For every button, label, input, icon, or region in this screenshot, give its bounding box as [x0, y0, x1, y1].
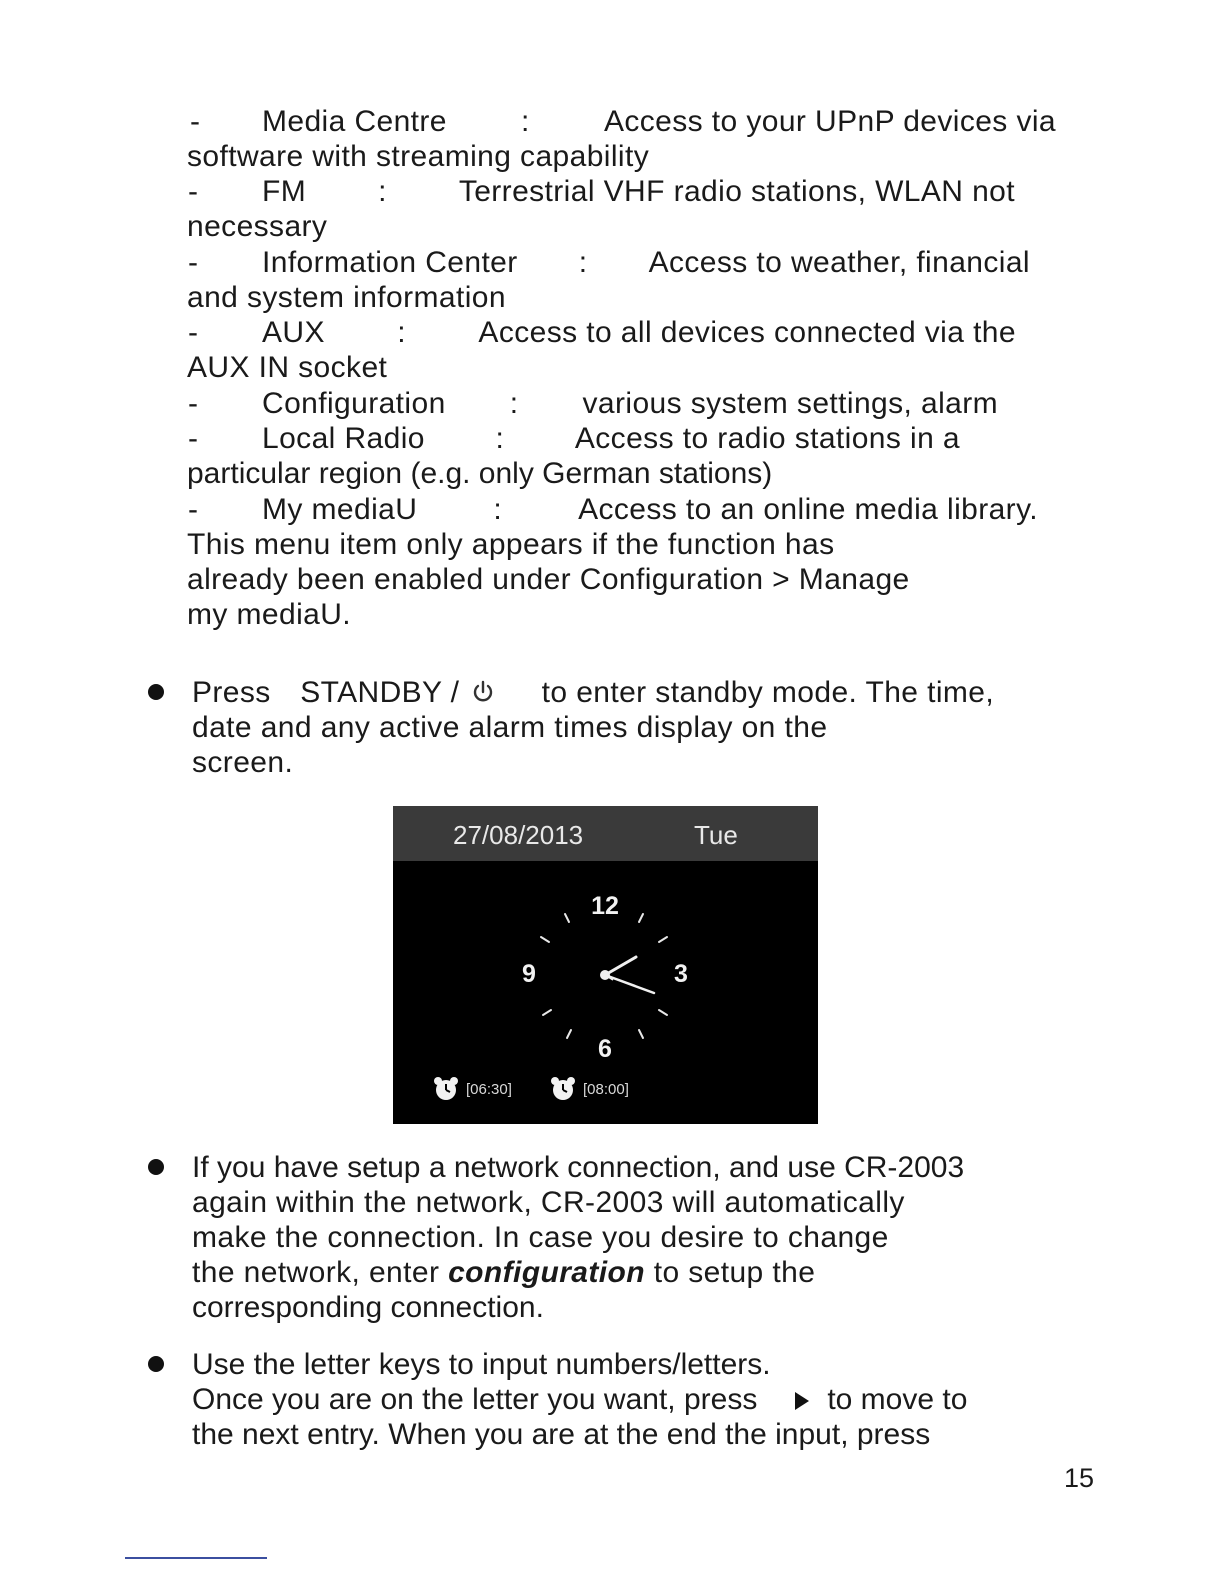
- list-dash: -: [188, 175, 198, 208]
- alarm-2: [550, 1076, 629, 1102]
- menu-item-name: Media Centre: [262, 105, 447, 138]
- menu-item-text: Access to your UPnP devices via: [603, 105, 1056, 138]
- menu-item-my-mediau: [262, 492, 1038, 527]
- menu-item-text: Access to radio stations in a: [574, 422, 960, 455]
- menu-item-cont: particular region (e.g. only German stations): [187, 457, 773, 490]
- bullet-icon: [148, 1159, 164, 1175]
- screen-date: 27/08/2013: [453, 820, 584, 850]
- letters-line-2-post: to move to: [827, 1383, 968, 1416]
- clock-hour-hand: [605, 957, 636, 975]
- letters-line-1: Use the letter keys to input numbers/letters.: [192, 1348, 771, 1381]
- menu-item-cont: This menu item only appears if the function has: [187, 528, 835, 561]
- list-dash: -: [188, 316, 198, 349]
- alarm-1: [433, 1076, 512, 1102]
- configuration-emphasis: configuration: [448, 1256, 645, 1289]
- right-arrow-icon: [795, 1392, 809, 1410]
- list-dash: -: [188, 246, 198, 279]
- list-dash: -: [188, 422, 198, 455]
- separator: :: [509, 387, 519, 420]
- alarm-time: [06:30]: [466, 1080, 512, 1098]
- menu-item-media-centre: [262, 104, 1056, 139]
- menu-item-text: Access to an online media library.: [578, 493, 1038, 526]
- screen-day: Tue: [694, 820, 738, 850]
- network-line-4: [192, 1255, 815, 1290]
- menu-item-cont: AUX IN socket: [187, 351, 388, 384]
- menu-item-configuration: [262, 386, 998, 421]
- press-word: Press: [192, 676, 271, 709]
- separator: :: [493, 493, 503, 526]
- alarm-time: [08:00]: [583, 1080, 629, 1098]
- separator: :: [578, 246, 588, 279]
- menu-item-cont: and system information: [187, 281, 506, 314]
- list-dash: -: [188, 493, 198, 526]
- standby-line-3: screen.: [192, 746, 294, 779]
- separator: :: [397, 316, 407, 349]
- menu-item-cont: necessary: [187, 210, 328, 243]
- network-line-3: make the connection. In case you desire to change: [192, 1221, 889, 1254]
- letters-line-2: [192, 1382, 967, 1417]
- standby-line-1: [192, 675, 994, 710]
- bullet-icon: [148, 684, 164, 700]
- menu-item-information-center: [262, 245, 1030, 280]
- menu-item-aux: [262, 315, 1016, 350]
- network-line-4-post: to setup the: [653, 1256, 816, 1289]
- menu-item-name: Information Center: [262, 246, 518, 279]
- menu-item-text: various system settings, alarm: [582, 387, 998, 420]
- menu-item-name: My mediaU: [262, 493, 418, 526]
- alarm-clock-icon: [433, 1076, 459, 1102]
- separator: :: [378, 175, 387, 208]
- clock-minute-hand: [605, 975, 654, 993]
- menu-item-fm: [262, 174, 1015, 209]
- list-dash: -: [188, 387, 198, 420]
- network-line-4-pre: the network, enter: [192, 1256, 440, 1289]
- bullet-icon: [148, 1356, 164, 1372]
- network-line-2-text: again within the network, CR-2003 will automatically: [192, 1186, 905, 1219]
- standby-text: to enter standby mode. The time,: [541, 676, 995, 709]
- power-icon: [470, 679, 496, 705]
- letters-line-3: the next entry. When you are at the end the input, press: [192, 1418, 931, 1451]
- standby-clock-screen: [393, 806, 818, 1124]
- list-dash: -: [190, 105, 200, 138]
- separator: :: [521, 105, 530, 138]
- menu-item-name: AUX: [262, 316, 325, 349]
- letters-line-2-pre: Once you are on the letter you want, press: [192, 1383, 758, 1416]
- standby-button-label: STANDBY /: [300, 676, 460, 709]
- menu-item-text: Terrestrial VHF radio stations, WLAN not: [458, 175, 1015, 208]
- clock-numeral-12: 12: [591, 892, 619, 920]
- network-line-2: [192, 1185, 1024, 1220]
- network-line-1: If you have setup a network connection, and use CR-2003: [192, 1151, 965, 1184]
- menu-item-name: Configuration: [262, 387, 446, 420]
- clock-center: [600, 970, 610, 980]
- separator: :: [495, 422, 505, 455]
- alarm-clock-icon: [550, 1076, 576, 1102]
- clock-numeral-3: 3: [674, 960, 688, 988]
- menu-item-cont: software with streaming capability: [187, 140, 650, 173]
- page-number: 15: [1064, 1463, 1095, 1493]
- menu-item-text: Access to weather, financial: [648, 246, 1030, 279]
- network-line-5: corresponding connection.: [192, 1291, 544, 1324]
- menu-item-text: Access to all devices connected via the: [478, 316, 1016, 349]
- menu-item-local-radio: [262, 421, 960, 456]
- footer-rule: [125, 1557, 267, 1559]
- menu-item-name: Local Radio: [262, 422, 425, 455]
- menu-item-name: FM: [262, 175, 307, 208]
- clock-numeral-6: 6: [598, 1035, 612, 1063]
- standby-line-2: date and any active alarm times display on the: [192, 711, 828, 744]
- clock-numeral-9: 9: [522, 960, 536, 988]
- menu-item-cont: already been enabled under Configuration > Manage: [187, 563, 910, 596]
- menu-item-cont: my mediaU.: [187, 598, 352, 631]
